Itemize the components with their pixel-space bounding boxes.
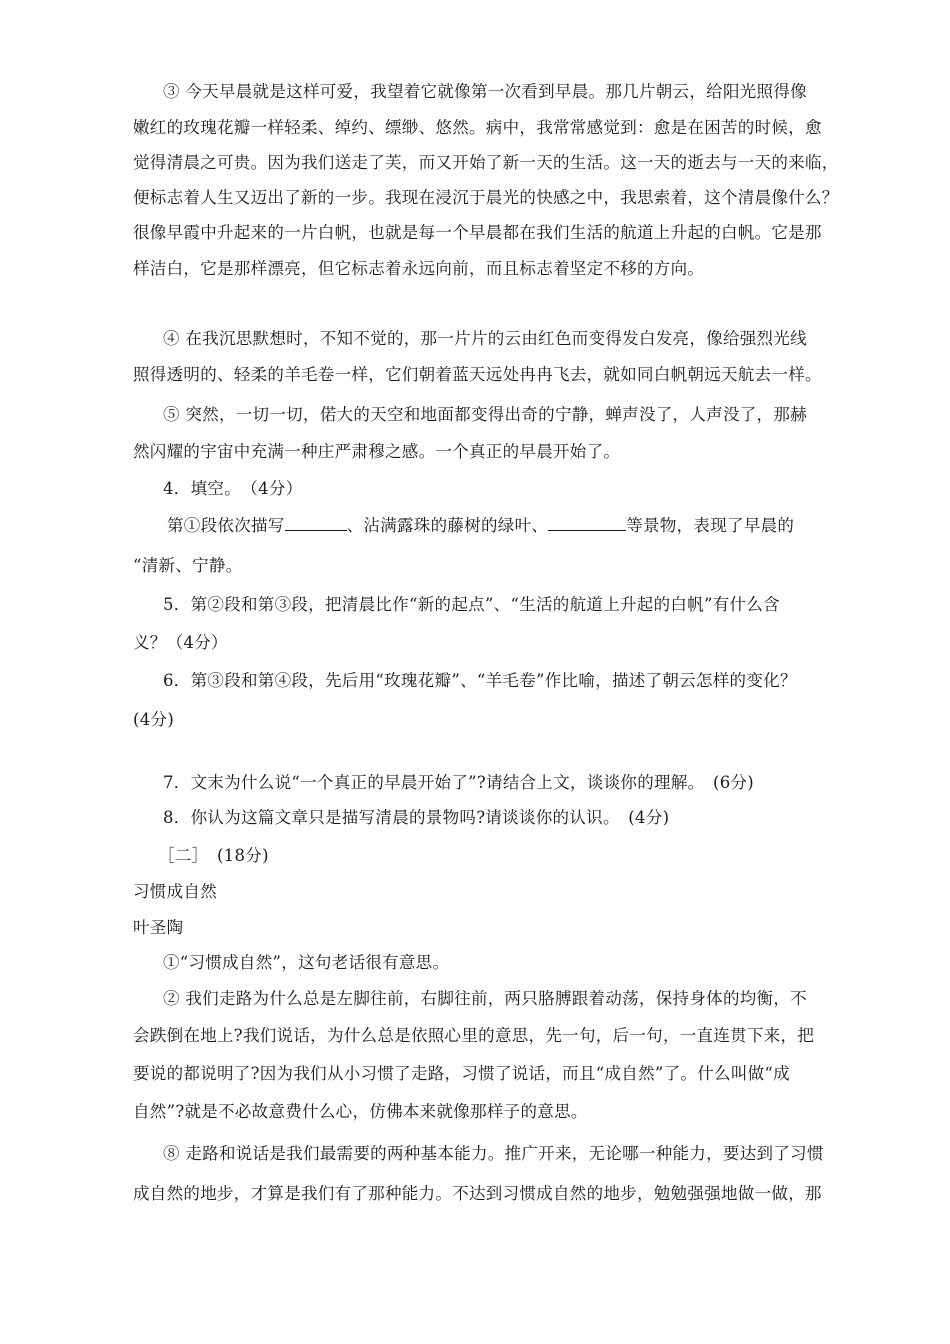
p5-line-2: 然闪耀的宇宙中充满一种庄严肃穆之感。一个真正的早晨开始了。: [133, 442, 621, 461]
p3-line-1: ③ 今天早晨就是这样可爱，我望着它就像第一次看到早晨。那几片朝云，给阳光照得像: [163, 82, 807, 101]
question-8: 8．你认为这篇文章只是描写清晨的景物吗?请谈谈你的认识。 (4分): [163, 808, 670, 827]
q4-text-1: 第①段依次描写: [167, 516, 285, 535]
s2-p2-line-1: ② 我们走路为什么总是左脚往前，右脚往前，两只胳膊跟着动荡，保持身体的均衡，不: [163, 989, 807, 1008]
s2-p2-line-2: 会跌倒在地上?我们说话，为什么总是依照心里的意思，先一句，后一句，一直连贯下来，把: [133, 1026, 815, 1045]
p3-line-6: 样洁白，它是那样漂亮，但它标志着永远向前，而且标志着坚定不移的方向。: [133, 259, 705, 278]
p4-line-2: 照得透明的、轻柔的羊毛卷一样，它们朝着蓝天远处冉冉飞去，就如同白帆朝远天航去一样。: [133, 365, 822, 384]
s2-p2-line-3: 要说的都说明了?因为我们从小习惯了走路，习惯了说话，而且“成自然”了。什么叫做“成: [133, 1064, 790, 1083]
section-2-author: 叶圣陶: [133, 918, 184, 937]
p5-line-1: ⑤ 突然，一切一切，偌大的天空和地面都变得出奇的宁静，蝉声没了，人声没了，那赫: [163, 405, 807, 424]
s2-p3-line-2: 成自然的地步，才算是我们有了那种能力。不达到习惯成自然的地步，勉勉强强地做一做，那: [133, 1184, 822, 1203]
question-4-line-1: [167, 514, 794, 537]
question-6-line-1: 6．第③段和第④段，先后用“玫瑰花瓣”、“羊毛卷”作比喻，描述了朝云怎样的变化？: [163, 671, 797, 690]
question-6-line-2: (4分): [133, 710, 175, 729]
p4-line-1: ④ 在我沉思默想时，不知不觉的，那一片片的云由红色而变得发白发亮，像给强烈光线: [163, 329, 807, 348]
question-4-title: 4．填空。 （4分）: [163, 479, 303, 498]
q4-text-3: 等景物，表现了早晨的: [626, 516, 795, 535]
p3-line-3: 觉得清晨之可贵。因为我们送走了芙，而又开始了新一天的生活。这一天的逝去与一天的来临，: [133, 153, 839, 172]
section-2-heading: ［二］ (18分): [158, 846, 269, 865]
question-7: 7．文末为什么说“一个真正的早晨开始了”?请结合上文，谈谈你的理解。 (6分): [163, 773, 755, 792]
p3-line-2: 嫩红的玫瑰花瓣一样轻柔、绰约、缥缈、悠然。病中，我常常感觉到：愈是在困苦的时候，愈: [133, 118, 822, 137]
p3-line-5: 很像早霞中升起来的一片白帆，也就是每一个早晨都在我们生活的航道上升起的白帆。它是那: [133, 223, 822, 242]
q4-blank-2[interactable]: [548, 514, 626, 531]
section-2-title: 习惯成自然: [133, 882, 217, 901]
s2-p3-line-1: ⑧ 走路和说话是我们最需要的两种基本能力。推广开来，无论哪一种能力，要达到了习惯: [163, 1144, 824, 1163]
q4-blank-1[interactable]: [285, 514, 347, 531]
question-5-line-1: 5．第②段和第③段，把清晨比作“新的起点”、“生活的航道上升起的白帆”有什么含: [163, 595, 780, 614]
question-5-line-2: 义？（4分）: [133, 633, 228, 652]
s2-p1: ①“习惯成自然”，这句老话很有意思。: [163, 953, 450, 972]
question-4-line-2: “清新、宁静。: [133, 556, 243, 575]
s2-p2-line-4: 自然”?就是不必故意费什么心，仿佛本来就像那样子的意思。: [133, 1102, 588, 1121]
q4-text-2: 、沾满露珠的藤树的绿叶、: [346, 516, 549, 535]
p3-line-4: 便标志着人生又迈出了新的一步。我现在浸沉于晨光的快感之中，我思索着，这个清晨像什么？: [133, 188, 839, 207]
